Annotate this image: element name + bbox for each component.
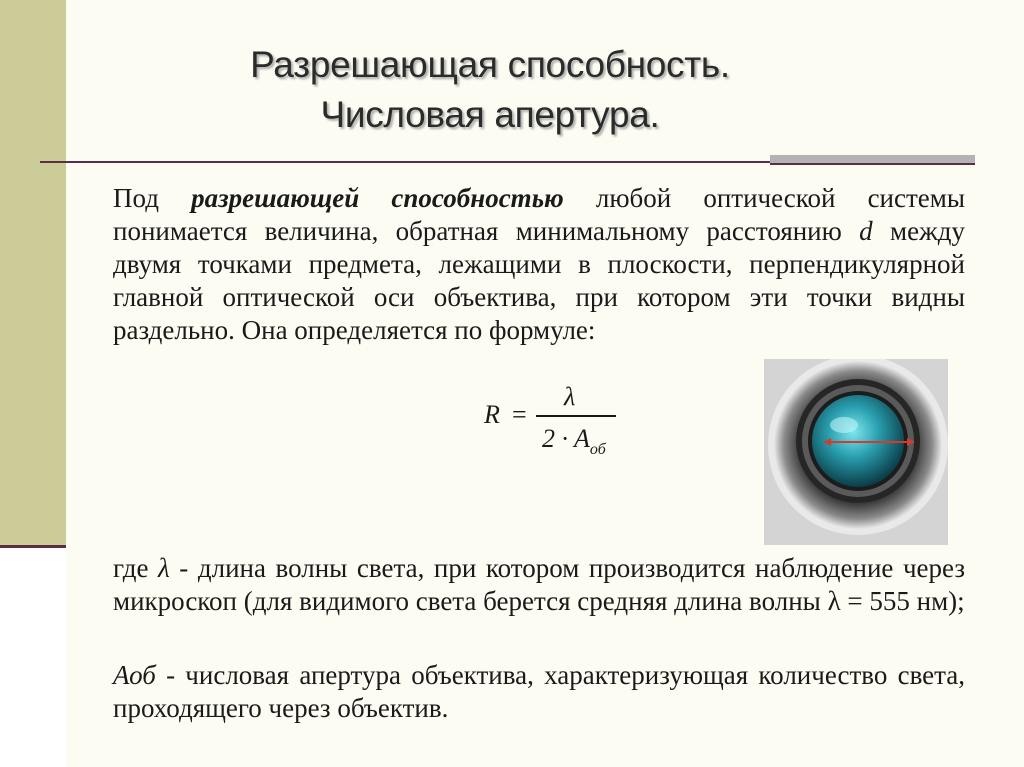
var-d: d xyxy=(859,216,873,246)
lambda-symbol-2: λ xyxy=(827,586,841,616)
side-decor-bar xyxy=(0,0,66,548)
p1-end: между двумя точками предмета, лежащими в плоскости, перпендикулярной главной оптической оси объектива, при котором эти точки видны раздельно. Она определяется по формуле: xyxy=(113,216,965,345)
denominator-main: 2 · A xyxy=(542,424,590,453)
title-line-1: Разрешающая способность. xyxy=(250,44,730,85)
microscope-objective-lens-image xyxy=(764,359,948,545)
p3-text: - числовая апертура объектива, характеризующая количество света, проходящего через объектив. xyxy=(113,660,965,723)
title-accent-line xyxy=(770,163,975,165)
p2-start: где xyxy=(113,553,159,583)
formula-denominator xyxy=(542,424,606,458)
p2-text: - длина волны света, при котором производится наблюдение через микроскоп (для видимого света берется средняя длина волны xyxy=(113,553,965,616)
aperture-term: Аоб xyxy=(113,660,156,690)
p1-mid: любой оптической системы понимается величина, обратная минимальному расстоянию xyxy=(113,183,965,246)
fraction-bar xyxy=(536,415,616,417)
lens-icon xyxy=(764,359,948,545)
resolution-formula xyxy=(484,382,624,462)
side-decor-line xyxy=(0,545,66,548)
p1-start: Под xyxy=(113,183,192,213)
lambda-paragraph xyxy=(113,552,965,618)
definition-paragraph xyxy=(113,182,965,347)
formula-lhs: R xyxy=(484,400,500,429)
denominator-subscript: об xyxy=(589,441,606,458)
wavelength-value: = 555 нм); xyxy=(840,586,965,616)
aperture-paragraph xyxy=(113,659,965,725)
lambda-symbol: λ xyxy=(158,553,170,583)
slide-title xyxy=(120,40,860,140)
title-line-2: Числовая апертура. xyxy=(320,94,660,135)
formula-numerator: λ xyxy=(564,382,576,411)
title-divider xyxy=(40,161,776,163)
term-resolving-power: разрешающей способностью xyxy=(191,183,564,213)
formula-equals: = xyxy=(512,400,527,429)
